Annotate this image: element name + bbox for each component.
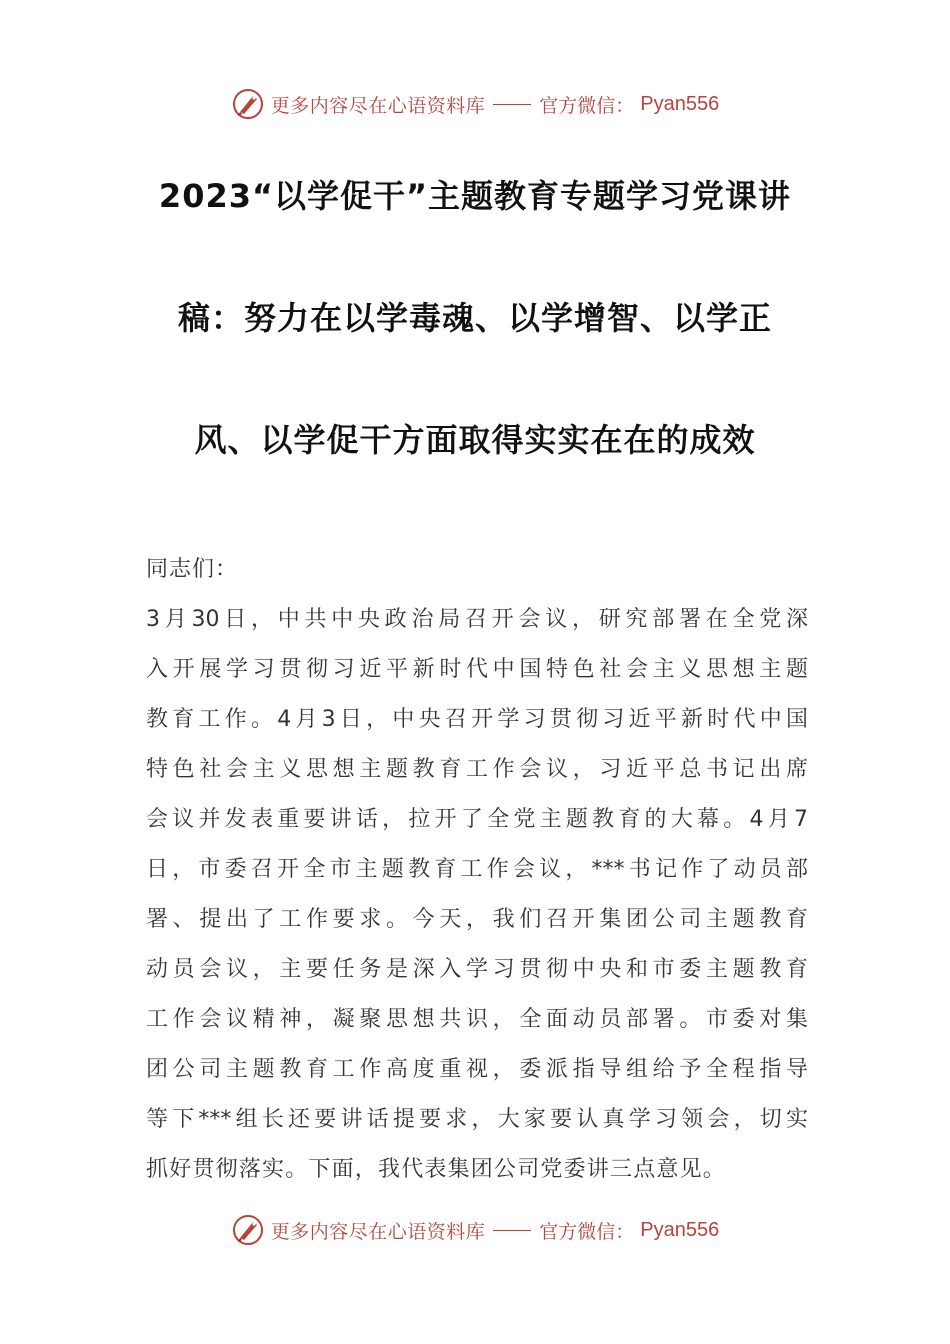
banner-wechat-label: 官方微信：	[539, 1220, 635, 1243]
banner-text: 更多内容尽在心语资料库	[270, 1220, 486, 1243]
banner-divider	[493, 1230, 531, 1231]
paragraph-line: 抓好贯彻落实。下面，我代表集团公司党委讲三点意见。	[146, 1157, 727, 1182]
paragraph-line: 工作会议精神，凝聚思想共识，全面动员部署。市委对集	[146, 1007, 808, 1032]
pen-nib-logo-icon	[231, 87, 265, 121]
paragraph-line: 等下***组长还要讲话提要求，大家要认真学习领会，切实	[146, 1107, 808, 1132]
banner-wechat-label: 官方微信：	[539, 94, 635, 117]
opening-paragraph	[146, 595, 808, 1195]
greeting: 同志们：	[146, 557, 239, 582]
banner-wechat-id: Pyan556	[640, 92, 720, 115]
document-title	[120, 166, 830, 470]
paragraph-line: 3月30日，中共中央政治局召开会议，研究部署在全党深	[146, 607, 808, 632]
title-line: 稿：努力在以学毒魂、以学增智、以学正	[177, 299, 772, 337]
banner-text: 更多内容尽在心语资料库	[270, 94, 486, 117]
document-body	[146, 545, 808, 1195]
paragraph-line: 入开展学习贯彻习近平新时代中国特色社会主义思想主题	[146, 657, 808, 682]
header-banner	[0, 84, 950, 124]
paragraph-line: 动员会议，主要任务是深入学习贯彻中央和市委主题教育	[146, 957, 808, 982]
paragraph-line: 教育工作。4月3日，中央召开学习贯彻习近平新时代中国	[146, 707, 808, 732]
paragraph-line: 署、提出了工作要求。今天，我们召开集团公司主题教育	[146, 907, 808, 932]
title-line: 2023“以学促干”主题教育专题学习党课讲	[158, 177, 792, 215]
title-line: 风、以学促干方面取得实实在在的成效	[194, 421, 756, 459]
paragraph-line: 团公司主题教育工作高度重视，委派指导组给予全程指导	[146, 1057, 808, 1082]
banner-divider	[493, 104, 531, 105]
pen-nib-logo-icon	[231, 1213, 265, 1247]
paragraph-line: 日，市委召开全市主题教育工作会议，***书记作了动员部	[146, 857, 808, 882]
footer-banner	[0, 1210, 950, 1250]
banner-wechat-id: Pyan556	[640, 1218, 720, 1241]
paragraph-line: 特色社会主义思想主题教育工作会议，习近平总书记出席	[146, 757, 808, 782]
paragraph-line: 会议并发表重要讲话，拉开了全党主题教育的大幕。4月7	[146, 807, 808, 832]
